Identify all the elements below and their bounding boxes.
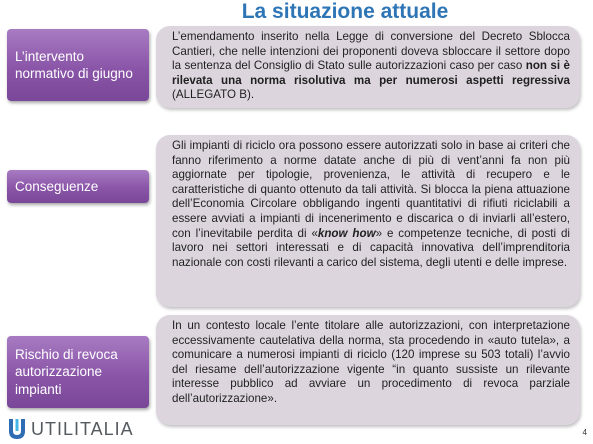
utilitalia-logo-icon — [7, 417, 27, 441]
section-text-conseguenze-know-how: know how — [317, 226, 376, 240]
section-text-intervento-bold: non si è rilevata una norma risolutiva ma per numerosi aspetti regressiva — [172, 59, 570, 87]
section-text-intervento-part3: (ALLEGATO B). — [172, 88, 255, 102]
section-text-conseguenze-part1: Gli impianti di riciclo ora possono essere autorizzati solo in base ai criteri che fanno riferimento a norme datate anche di più di vent’anni fa non più aggiornate per tipologie, provenienza, le attività di recupero e le caratteristiche di quanto ottenuto da tali attività. Si blocca la piena attuazione dell’Economia Circolare obbligando ingenti quantitativi di rifiuti riciclabili a essere avviati a impianti di incenerimento e discarica o di inviarli all’estero, con l’inevitabile perdita di « — [172, 139, 570, 240]
section-label-rischio: Rischio di revoca autorizzazione impianti — [7, 336, 149, 408]
page-number: 4 — [582, 428, 587, 437]
section-text-conseguenze — [156, 135, 580, 307]
section-text-intervento-part1: L’emendamento inserito nella Legge di conversione del Decreto Sblocca Cantieri, che nelle intenzioni dei proponenti doveva sbloccare il settore dopo la sentenza del Consiglio di Stato sulle autorizzazioni caso per caso — [172, 30, 570, 73]
section-label-conseguenze: Conseguenze — [7, 170, 149, 203]
section-text-rischio — [156, 315, 580, 425]
section-label-intervento: L’intervento normativo di giugno — [7, 29, 149, 101]
section-text-rischio-body: In un contesto locale l’ente titolare alle autorizzazioni, con interpretazione eccessivamente cautelativa della norma, sta procedendo in «auto tutela», a comunicare a numerosi impianti di riciclo (120 imprese su 503 totali) l’avvio del riesame dell’autorizzazione vigente “in quanto sussiste un rilevante interesse pubblico ad avviare un procedimento di revoca parziale dell’autorizzazione». — [172, 319, 570, 405]
utilitalia-logo — [7, 417, 134, 441]
slide-title: La situazione attuale — [241, 0, 449, 23]
section-text-intervento — [156, 26, 580, 108]
section-text-conseguenze-part3: » e competenze tecniche, di posti di lavoro nei settori interessati e di capacità innovativa dell’imprenditoria nazionale con costi rilevanti a carico del sistema, degli utenti e delle imprese. — [172, 226, 570, 269]
utilitalia-logo-text: UTILITALIA — [31, 418, 134, 439]
